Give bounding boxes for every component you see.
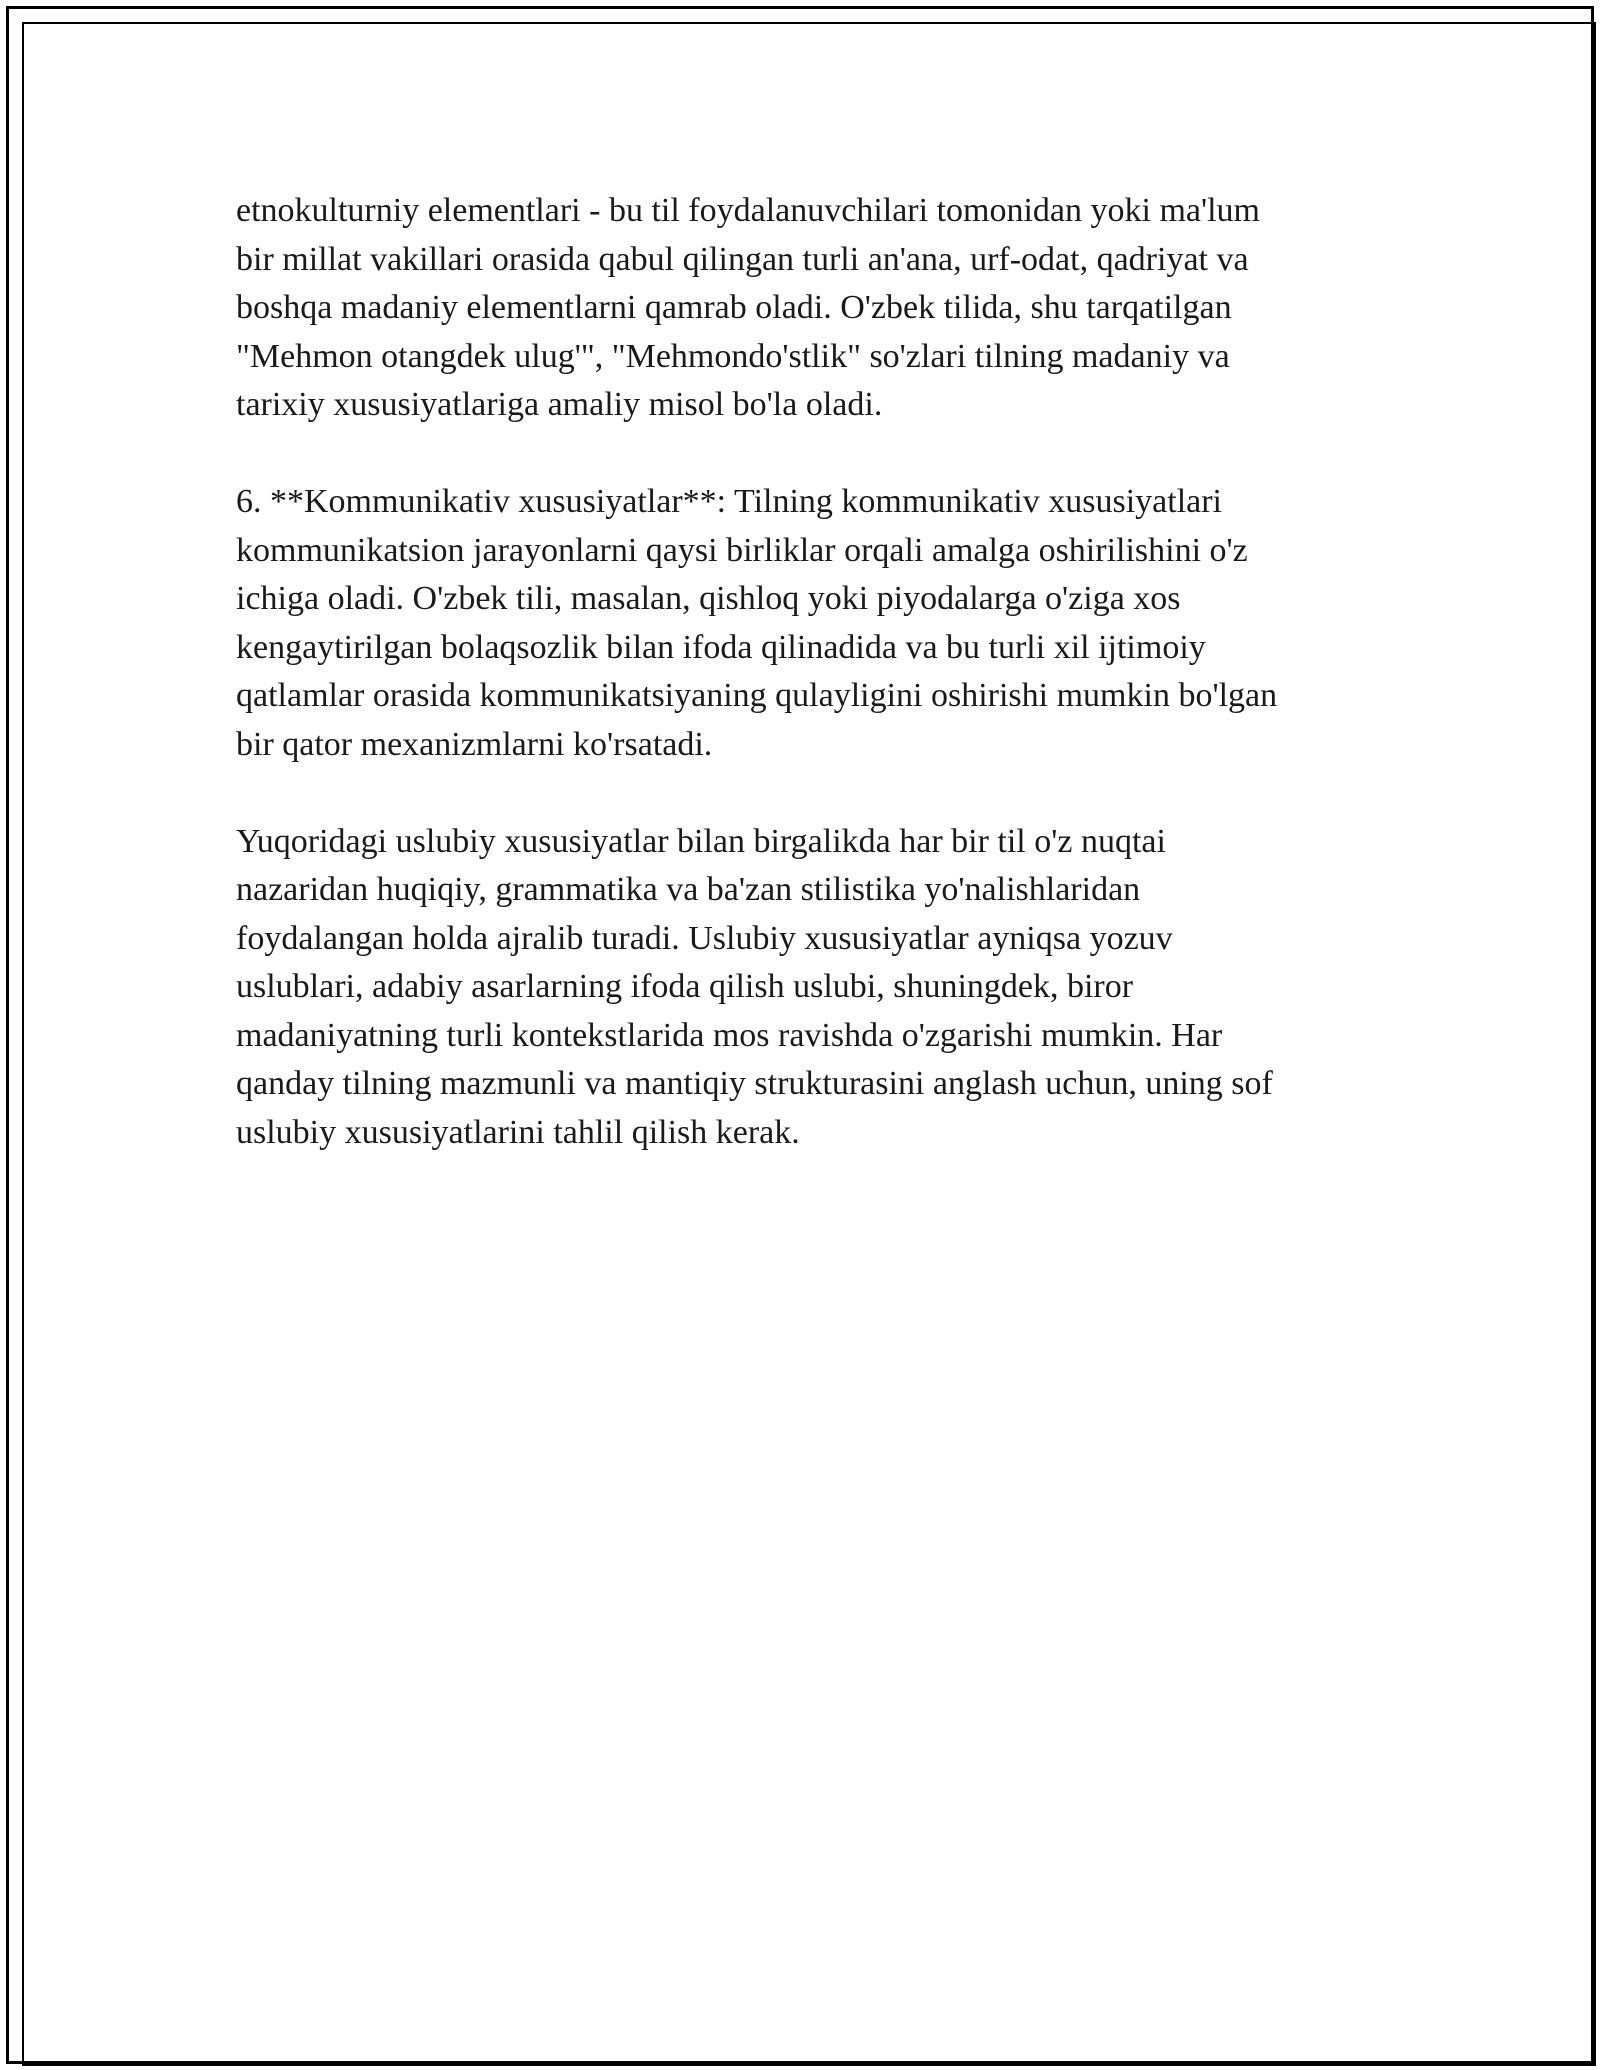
- text-line: qanday tilning mazmunli va mantiqiy strukturasini anglash uchun, uning sof: [236, 1065, 1273, 1102]
- text-line: madaniyatning turli kontekstlarida mos ravishda o'zgarishi mumkin. Har: [236, 1016, 1223, 1054]
- text-line: uslublari, adabiy asarlarning ifoda qilish uslubi, shuningdek, biror: [236, 968, 1134, 1005]
- paragraph-etnokulturniy: [236, 187, 1366, 430]
- text-line: uslubiy xususiyatlarini tahlil qilish kerak.: [236, 1113, 800, 1151]
- text-line: bir qator mexanizmlarni ko'rsatadi.: [236, 725, 713, 763]
- paragraph-kommunikativ-xususiyatlar: [236, 478, 1366, 769]
- paragraph-uslubiy-xususiyatlar: [236, 818, 1366, 1158]
- text-line: tarixiy xususiyatlariga amaliy misol bo'la oladi.: [236, 386, 883, 423]
- text-line: nazaridan huqiqiy, grammatika va ba'zan stilistika yo'nalishlaridan: [236, 871, 1141, 908]
- text-line: bir millat vakillari orasida qabul qilingan turli an'ana, urf-odat, qadriyat va: [236, 240, 1249, 278]
- text-line: foydalangan holda ajralib turadi. Uslubiy xususiyatlar ayniqsa yozuv: [236, 919, 1173, 957]
- document-body: [236, 187, 1366, 1157]
- text-line: qatlamlar orasida kommunikatsiyaning qulayligini oshirishi mumkin bo'lgan: [236, 677, 1278, 714]
- text-line: ichiga oladi. O'zbek tili, masalan, qishloq yoki piyodalarga o'ziga xos: [236, 580, 1181, 617]
- text-line: etnokulturniy elementlari - bu til foydalanuvchilari tomonidan yoki ma'lum: [236, 192, 1261, 229]
- text-line: boshqa madaniy elementlarni qamrab oladi. O'zbek tilida, shu tarqatilgan: [236, 289, 1232, 326]
- text-line: kommunikatsion jarayonlarni qaysi birliklar orqali amalga oshirilishini o'z: [236, 531, 1248, 569]
- text-line: Yuqoridagi uslubiy xususiyatlar bilan birgalikda har bir til o'z nuqtai: [236, 822, 1166, 860]
- paragraph-spacer: [236, 430, 1366, 479]
- text-line: kengaytirilgan bolaqsozlik bilan ifoda qilinadida va bu turli xil ijtimoiy: [236, 628, 1206, 666]
- text-line: 6. **Kommunikativ xususiyatlar**: Tilning kommunikativ xususiyatlari: [236, 483, 1222, 520]
- text-line: "Mehmon otangdek ulug'", "Mehmondo'stlik" so'zlari tilning madaniy va: [236, 337, 1230, 375]
- paragraph-spacer: [236, 769, 1366, 818]
